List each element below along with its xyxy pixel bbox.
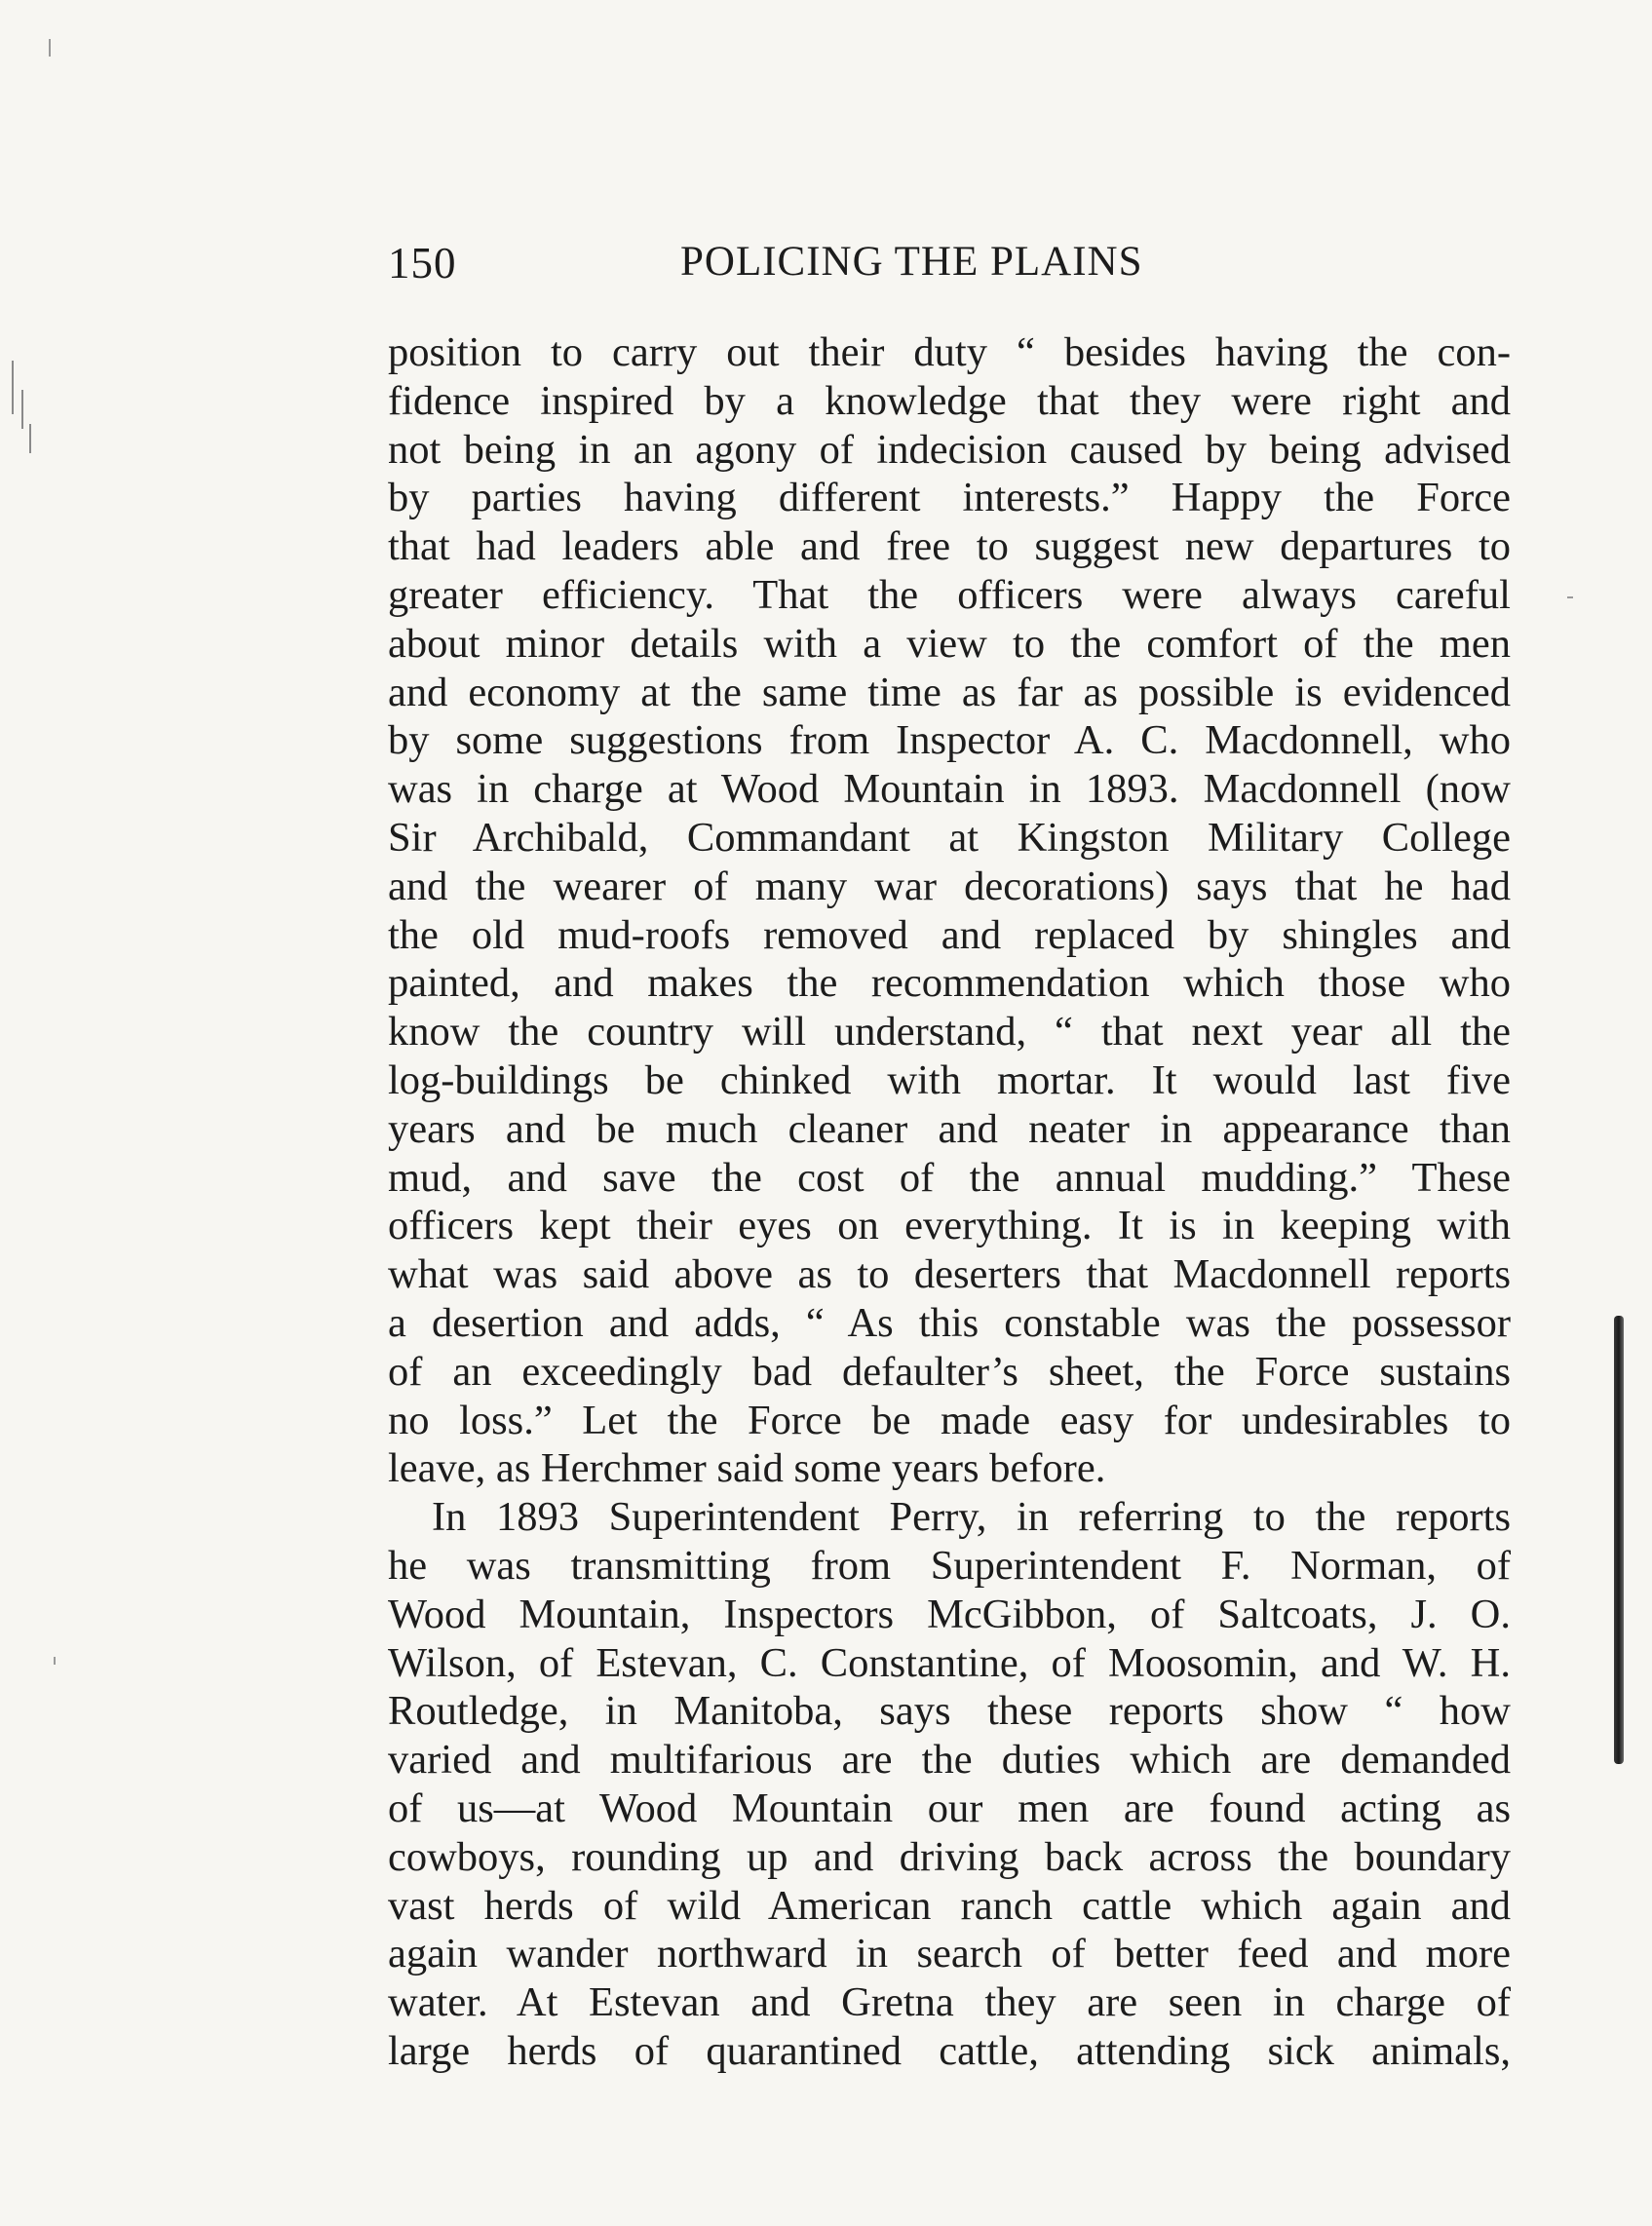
text-line: water. At Estevan and Gretna they are seen in charge of — [388, 1979, 1511, 2026]
text-line: painted, and makes the recommendation which those who — [388, 960, 1511, 1007]
running-title: POLICING THE PLAINS — [680, 239, 1143, 285]
text-line: he was transmitting from Superintendent F. Norman, of — [388, 1542, 1511, 1589]
text-line: Wilson, of Estevan, C. Constantine, of Moosomin, and W. H. — [388, 1639, 1511, 1686]
text-line: cowboys, rounding up and driving back across the boundary — [388, 1833, 1511, 1880]
text-line: fidence inspired by a knowledge that they were right and — [388, 377, 1511, 424]
text-line: Sir Archibald, Commandant at Kingston Military College — [388, 814, 1511, 861]
scan-speck — [49, 39, 51, 57]
paragraph — [388, 1493, 1511, 2076]
text-line: In 1893 Superintendent Perry, in referring to the reports — [432, 1494, 1511, 1541]
paragraph — [388, 328, 1511, 1493]
text-line: no loss.” Let the Force be made easy for undesirables to — [388, 1397, 1511, 1443]
text-line: of an exceedingly bad defaulter’s sheet, the Force sustains — [388, 1348, 1511, 1395]
text-line: log-buildings be chinked with mortar. It would last five — [388, 1056, 1511, 1103]
page-edge-shadow — [1614, 1316, 1624, 1764]
text-line: by some suggestions from Inspector A. C. Macdonnell, who — [388, 717, 1511, 764]
text-line: what was said above as to deserters that Macdonnell reports — [388, 1251, 1511, 1298]
text-line: was in charge at Wood Mountain in 1893. Macdonnell (now — [388, 766, 1511, 813]
text-line: vast herds of wild American ranch cattle which again and — [388, 1882, 1511, 1929]
text-line: mud, and save the cost of the annual mudding.” These — [388, 1154, 1511, 1201]
text-line: greater efficiency. That the officers were always careful — [388, 571, 1511, 618]
text-line: and economy at the same time as far as possible is evidenced — [388, 669, 1511, 715]
body-text — [388, 328, 1511, 2076]
page-header — [388, 238, 1511, 296]
text-line: about minor details with a view to the comfort of the men — [388, 620, 1511, 667]
scan-speck — [1567, 596, 1573, 598]
text-line: again wander northward in search of better feed and more — [388, 1931, 1511, 1977]
text-line: years and be much cleaner and neater in appearance than — [388, 1105, 1511, 1152]
text-line: a desertion and adds, “ As this constable was the possessor — [388, 1299, 1511, 1346]
text-line: position to carry out their duty “ besides having the con- — [388, 329, 1511, 375]
scan-speck — [54, 1657, 56, 1665]
text-line: know the country will understand, “ that next year all the — [388, 1009, 1511, 1055]
text-line: officers kept their eyes on everything. It is in keeping with — [388, 1203, 1511, 1249]
text-line: that had leaders able and free to suggest new departures to — [388, 523, 1511, 570]
text-line: the old mud-roofs removed and replaced by shingles and — [388, 911, 1511, 958]
text-line: of us—at Wood Mountain our men are found acting as — [388, 1785, 1511, 1831]
text-line: not being in an agony of indecision caused by being advised — [388, 426, 1511, 473]
text-line: Wood Mountain, Inspectors McGibbon, of Saltcoats, J. O. — [388, 1591, 1511, 1637]
text-line: and the wearer of many war decorations) says that he had — [388, 863, 1511, 909]
text-line: leave, as Herchmer said some years before. — [388, 1445, 1106, 1492]
text-line: large herds of quarantined cattle, attending sick animals, — [388, 2027, 1511, 2074]
text-line: Routledge, in Manitoba, says these reports show “ how — [388, 1688, 1511, 1735]
text-line: varied and multifarious are the duties which are demanded — [388, 1737, 1511, 1784]
gutter-scan-marks — [8, 331, 47, 478]
text-line: by parties having different interests.” Happy the Force — [388, 475, 1511, 521]
page-number: 150 — [388, 239, 457, 288]
